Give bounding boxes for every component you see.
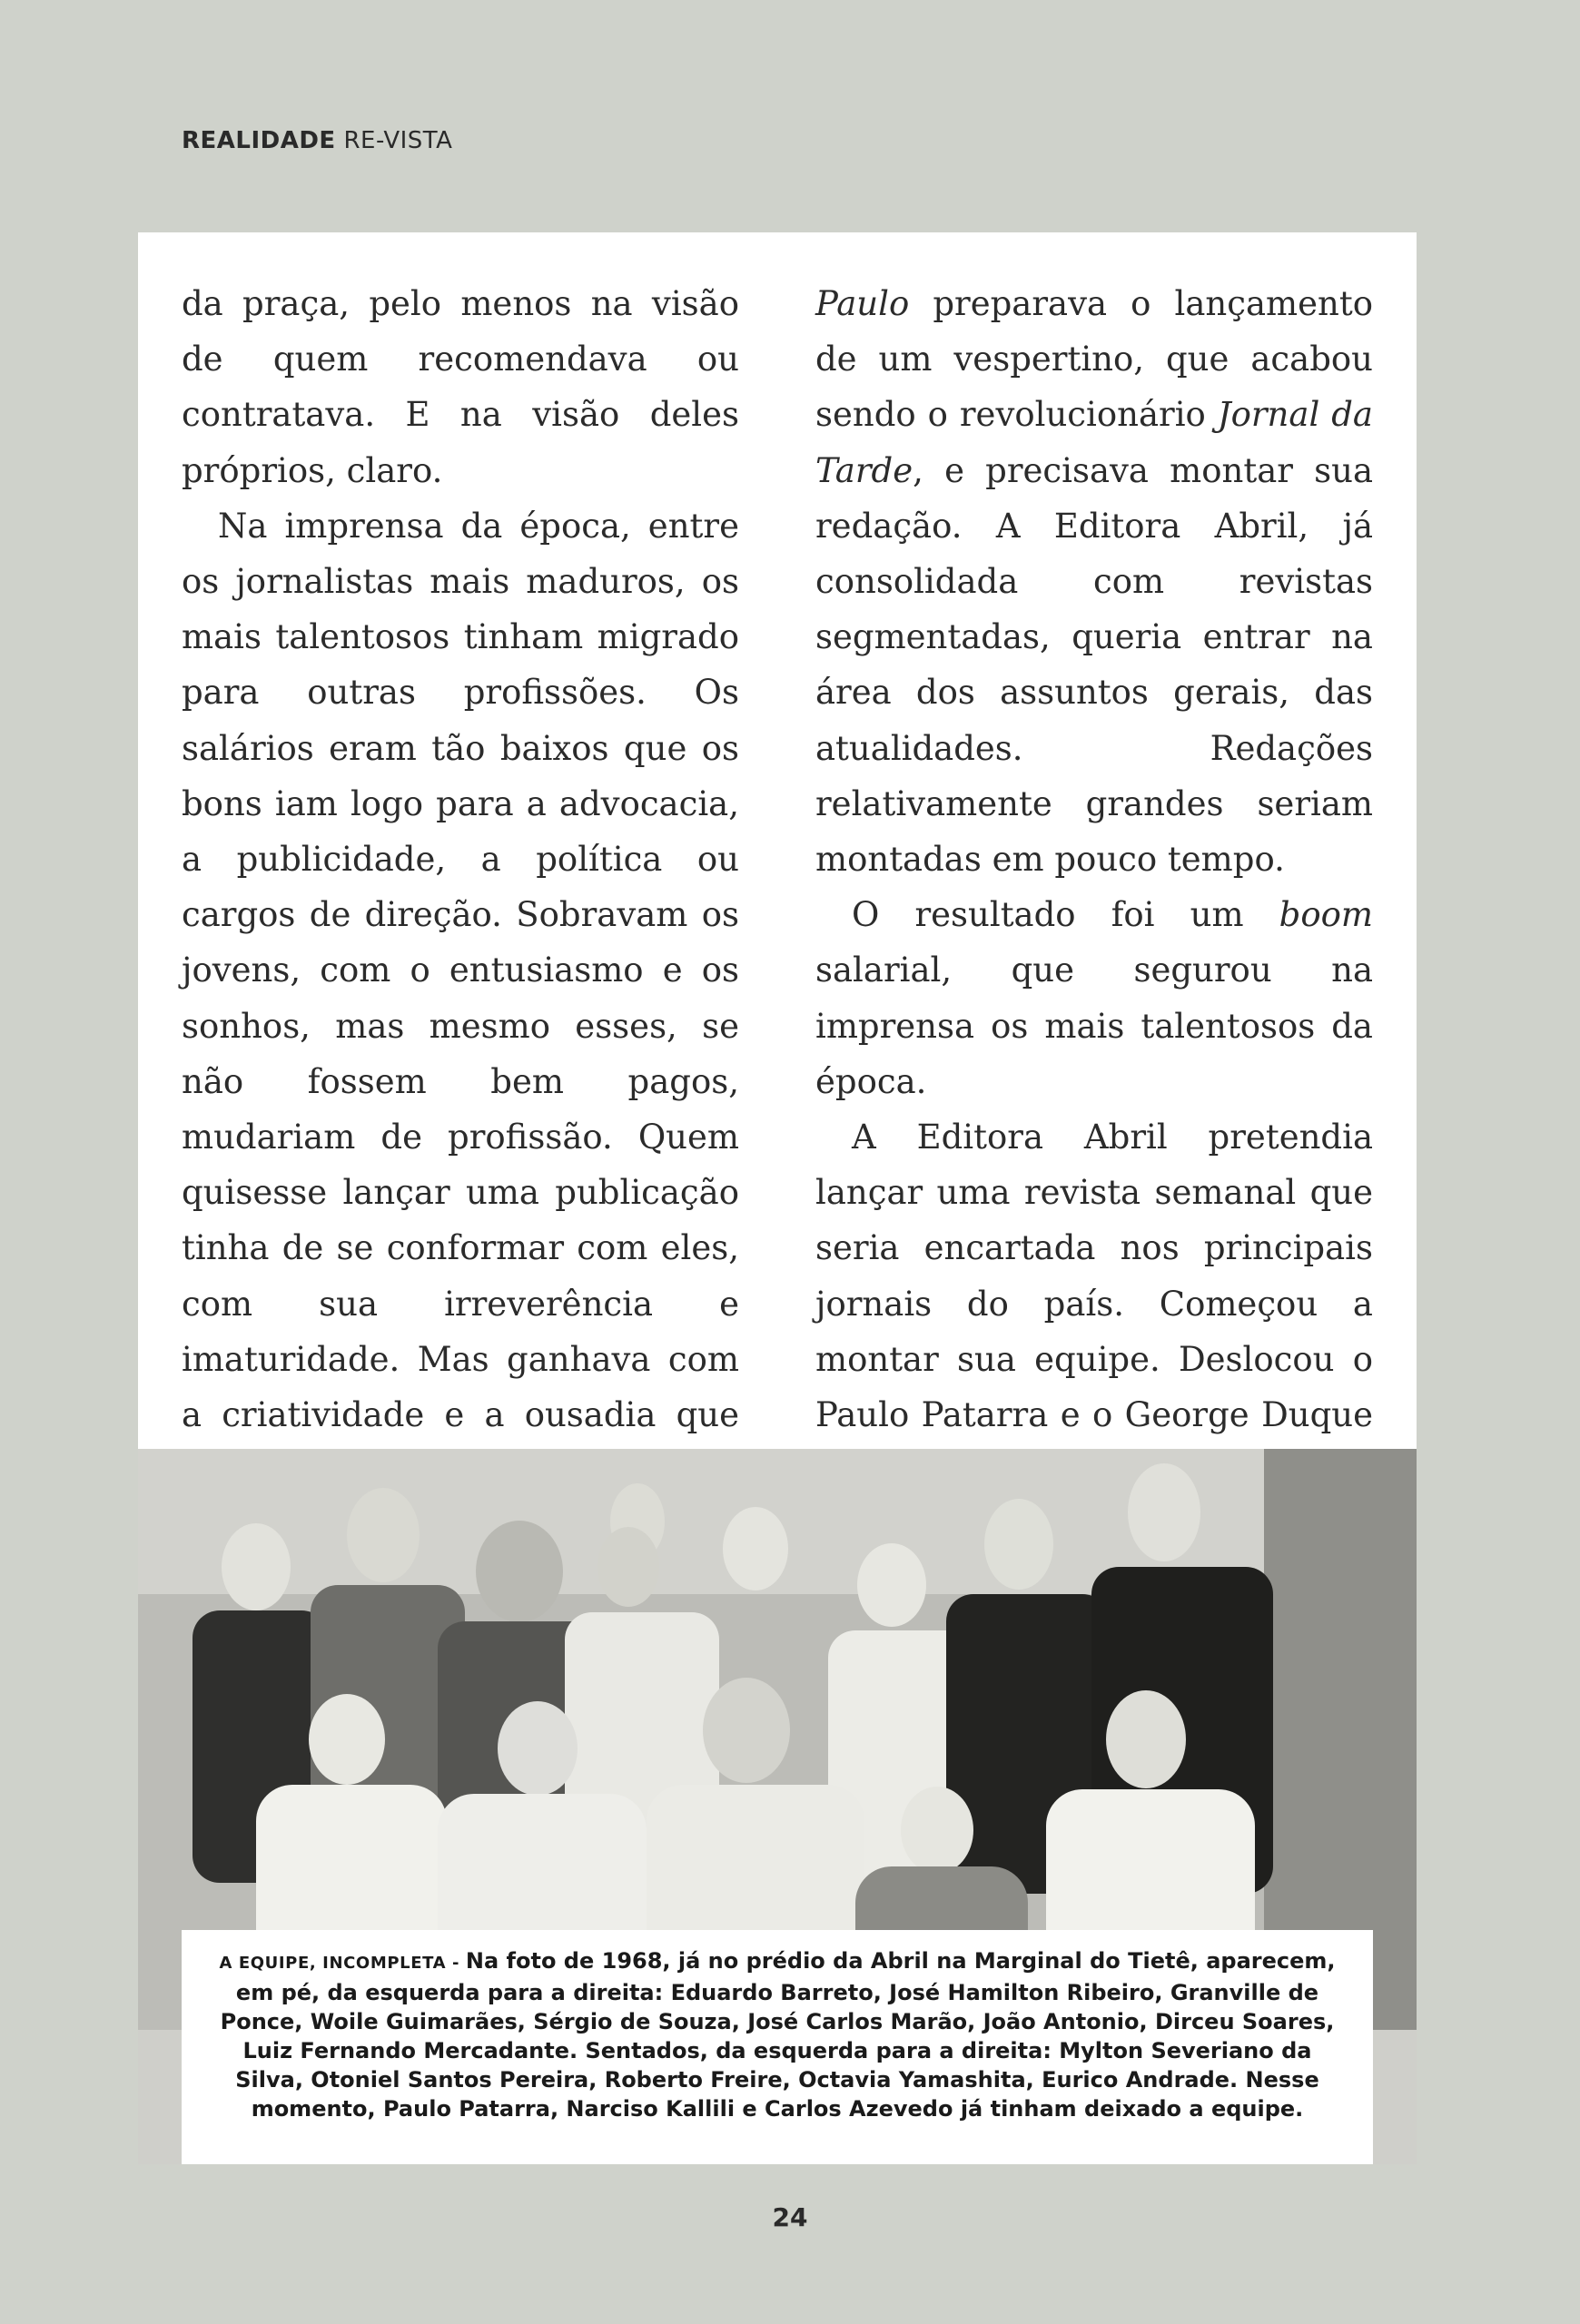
paragraph: da praça, pelo menos na visão de quem recomendava ou contratava. E na visão deles próprios, claro. bbox=[182, 284, 739, 490]
person-head bbox=[347, 1488, 420, 1582]
header-section: RE-VISTA bbox=[343, 127, 453, 154]
person-head bbox=[476, 1521, 563, 1622]
paragraph: Na imprensa da época, entre os jornalistas mais maduros, os mais talentosos tinham migrado para outras profissões. Os salários eram tão baixos que os bons iam logo para a advocacia, a publicidade, a política ou cargos de direção. Sobravam os jovens, com o entusiasmo e os sonhos, mas mesmo esses, se não fossem bem pagos, mudariam de profissão. Quem quisesse lançar uma publicação tinha de se conformar com eles, com sua irreverência e imaturidade. Mas ganhava com a criatividade e a ousadia que bbox=[182, 506, 739, 1435]
emphasis-text: Jornal da Tarde bbox=[815, 395, 1373, 490]
team-photo bbox=[138, 1449, 1417, 2164]
person-head bbox=[597, 1527, 659, 1607]
emphasis-text: boom bbox=[1279, 895, 1373, 935]
paragraph-text: O resultado foi um bbox=[852, 895, 1279, 935]
paragraph-text: salarial, que segurou na imprensa os mais talentosos da época. bbox=[815, 950, 1373, 1101]
caption-box bbox=[182, 1930, 1373, 2164]
paragraph bbox=[815, 276, 1373, 887]
emphasis-text: Paulo bbox=[815, 284, 910, 323]
header-brand: REALIDADE bbox=[182, 127, 336, 154]
running-header bbox=[182, 127, 452, 154]
person-head bbox=[901, 1787, 973, 1874]
person-head bbox=[309, 1694, 385, 1785]
caption-label: A EQUIPE, INCOMPLETA - bbox=[219, 1954, 466, 1973]
paragraph bbox=[815, 887, 1373, 1109]
page-number: 24 bbox=[772, 2202, 808, 2232]
person-head bbox=[984, 1499, 1053, 1590]
paragraph-text: preparava o lançamento de um vespertino, que acabou sendo o revolucionário bbox=[815, 284, 1373, 435]
person-head bbox=[498, 1701, 578, 1796]
page-card bbox=[138, 232, 1417, 2164]
person-head bbox=[222, 1523, 291, 1610]
person-head bbox=[857, 1543, 926, 1627]
paragraph-text: A Editora Abril pretendia lançar uma revista semanal que seria encartada nos principais jornais do país. Começou a montar sua equipe. Deslocou o Paulo Patarra e o George Duque bbox=[815, 1118, 1373, 1435]
person-head bbox=[723, 1507, 788, 1590]
person-head bbox=[1106, 1690, 1186, 1788]
caption-text: Na foto de 1968, já no prédio da Abril na Marginal do Tietê, aparecem, em pé, da esquerda para a direita: Eduardo Barreto, José Hamilton Ribeiro, Granville de Ponce, Woile Guimarães, Sérgio de Souza, José Carlos Marão, João Antonio, Dirceu Soares, Luiz Fernando Mercadante. Sentados, da esquerda para a direita: Mylton Severiano da Silva, Otoniel Santos Pereira, Roberto Freire, Octavia Yamashita, Eurico Andrade. Nesse momento, Paulo Patarra, Narciso Kallili e Carlos Azevedo já tinham deixado a equipe. bbox=[220, 1948, 1336, 2122]
person-head bbox=[703, 1678, 790, 1783]
person-head bbox=[1128, 1463, 1200, 1561]
photo-caption bbox=[218, 1946, 1337, 2123]
paragraph-text: , e precisava montar sua redação. A Editora Abril, já consolidada com revistas segmentadas, queria entrar na área dos assuntos gerais, das atualidades. Redações relativamente grandes seriam montadas em pouco tempo. bbox=[815, 450, 1373, 880]
